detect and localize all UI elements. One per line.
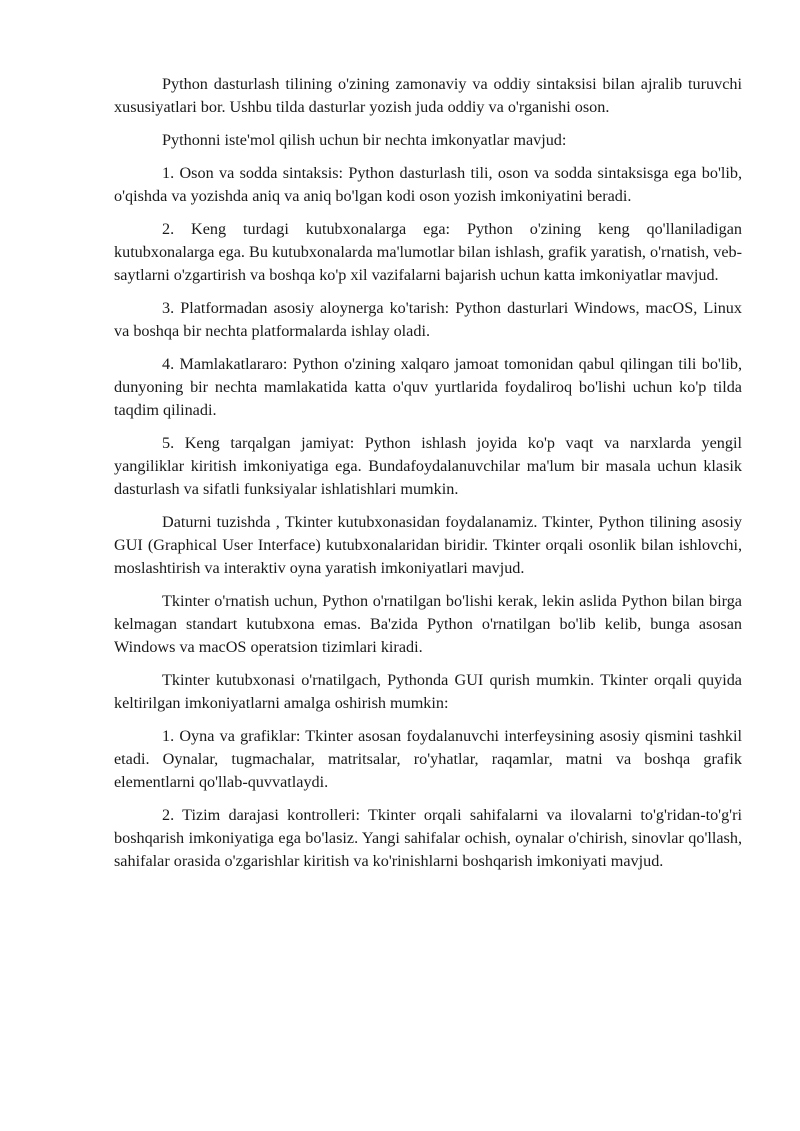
list-item-libraries: 2. Keng turdagi kutubxonalarga ega: Python o'zining keng qo'llaniladigan kutubxonalarga ega. Bu kutubxonalarda ma'lumotlar bilan ishlash, grafik yaratish, o'rnatish, veb-saytlarni o'zgartirish va boshqa ko'p xil vazifalarni bajarish uchun katta imkoniyatlar mavjud. bbox=[114, 220, 742, 284]
paragraph-python-usage-intro: Pythonni iste'mol qilish uchun bir nechta imkonyatlar mavjud: bbox=[162, 131, 567, 149]
paragraph-tkinter-install: Tkinter o'rnatish uchun, Python o'rnatilgan bo'lishi kerak, lekin aslida Python bilan birga kelmagan standart kutubxona emas. Ba'zida Python o'rnatilgan bo'lib kelib, bunga asosan Windows va macOS operatsion tizimlari kiradi. bbox=[114, 592, 742, 656]
document-body bbox=[114, 73, 742, 883]
list-item-cross-platform: 3. Platformadan asosiy aloynerga ko'tarish: Python dasturlari Windows, macOS, Linux va boshqa bir nechta platformalarda ishlay oladi. bbox=[114, 299, 742, 340]
paragraph-tkinter-capabilities: Tkinter kutubxonasi o'rnatilgach, Pythonda GUI qurish mumkin. Tkinter orqali quyida keltirilgan imkoniyatlarni amalga oshirish mumkin: bbox=[114, 671, 742, 712]
list-item-windows-graphics: 1. Oyna va grafiklar: Tkinter asosan foydalanuvchi interfeysining asosiy qismini tashkil etadi. Oynalar, tugmachalar, matritsalar, ro'yhatlar, raqamlar, matni va boshqa grafik elementlarni qo'llab-quvvatlaydi. bbox=[114, 727, 742, 791]
list-item-system-control: 2. Tizim darajasi kontrolleri: Tkinter orqali sahifalarni va ilovalarni to'g'ridan-to'g'ri boshqarish imkoniyatiga ega bo'lasiz. Yangi sahifalar ochish, oynalar o'chirish, sinovlar qo'llash, sahifalar orasida o'zgarishlar kiritish va ko'rinishlarni boshqarish imkoniyati mavjud. bbox=[114, 806, 742, 870]
list-item-community: 5. Keng tarqalgan jamiyat: Python ishlash joyida ko'p vaqt va narxlarda yengil yangiliklar kiritish imkoniyatiga ega. Bundafoydalanuvchilar ma'lum bir masala uchun klasik dasturlash va sifatli funksiyalar ishlatishlari mumkin. bbox=[114, 434, 742, 498]
paragraph-tkinter-intro: Daturni tuzishda , Tkinter kutubxonasidan foydalanamiz. Tkinter, Python tilining asosiy GUI (Graphical User Interface) kutubxonalaridan biridir. Tkinter orqali osonlik bilan ishlovchi, moslashtirish va interaktiv oyna yaratish imkoniyatlari mavjud. bbox=[114, 513, 742, 577]
list-item-international: 4. Mamlakatlararo: Python o'zining xalqaro jamoat tomonidan qabul qilingan tili bo'lib, dunyoning bir nechta mamlakatida katta o'quv yurtlarida foydaliroq bo'lishi uchun ko'p tilda taqdim qilinadi. bbox=[114, 355, 742, 419]
list-item-simple-syntax: 1. Oson va sodda sintaksis: Python dasturlash tili, oson va sodda sintaksisga ega bo'lib, o'qishda va yozishda aniq va aniq bo'lgan kodi oson yozish imkoniyatini beradi. bbox=[114, 164, 742, 205]
paragraph-python-syntax-intro: Python dasturlash tilining o'zining zamonaviy va oddiy sintaksisi bilan ajralib turuvchi xususiyatlari bor. Ushbu tilda dasturlar yozish juda oddiy va o'rganishi oson. bbox=[114, 75, 742, 116]
